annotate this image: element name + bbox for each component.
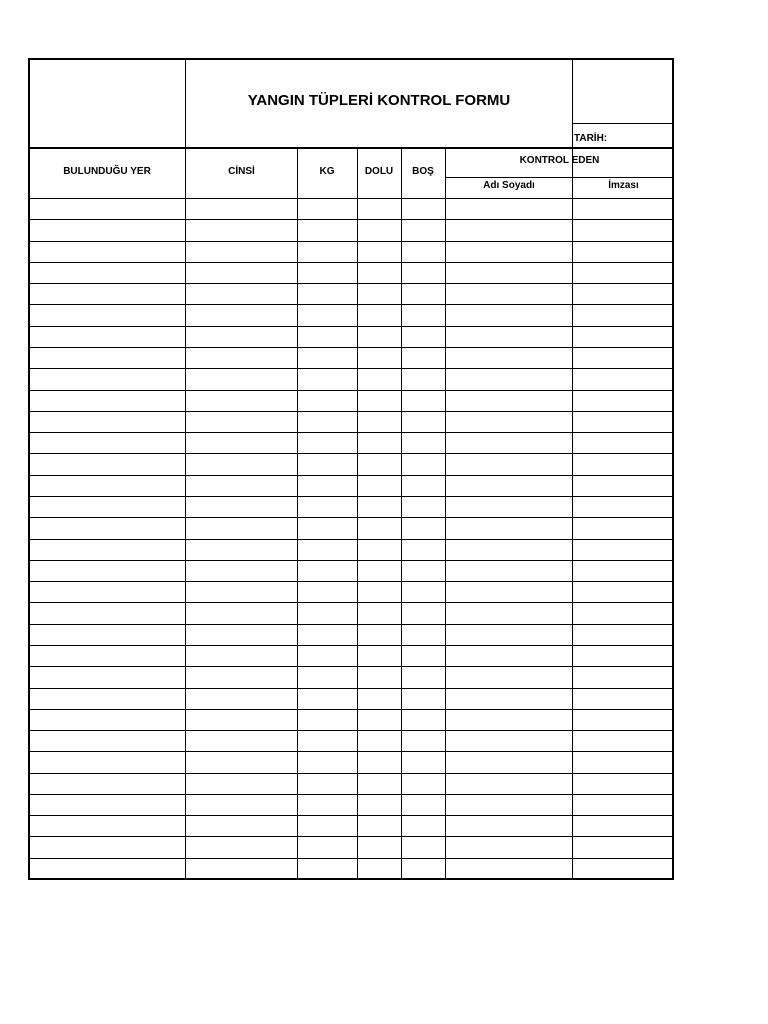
header-divider — [28, 147, 674, 149]
table-row — [28, 560, 674, 561]
table-row — [28, 347, 674, 348]
table-row — [28, 326, 674, 327]
table-row — [28, 517, 674, 518]
table-row — [28, 496, 674, 497]
table-row — [28, 688, 674, 689]
table-row — [28, 773, 674, 774]
table-row — [28, 198, 674, 199]
table-row — [28, 219, 674, 220]
table-row — [28, 390, 674, 391]
column-header-empty: BOŞ — [412, 166, 434, 177]
table-row — [28, 794, 674, 795]
column-header-location: BULUNDUĞU YER — [63, 166, 151, 177]
group-header-divider — [445, 177, 674, 178]
table-row — [28, 581, 674, 582]
column-divider — [572, 148, 573, 880]
date-cell-divider — [573, 123, 674, 124]
form-title: YANGIN TÜPLERİ KONTROL FORMU — [247, 92, 511, 109]
table-row — [28, 645, 674, 646]
table-row — [28, 624, 674, 625]
table-row — [28, 262, 674, 263]
table-row — [28, 858, 674, 859]
column-header-signature: İmzası — [608, 180, 639, 191]
column-header-full: DOLU — [364, 166, 394, 177]
table-row — [28, 283, 674, 284]
column-header-type: CİNSİ — [228, 166, 255, 177]
table-row — [28, 836, 674, 837]
table-row — [28, 815, 674, 816]
table-row — [28, 730, 674, 731]
table-row — [28, 666, 674, 667]
column-divider — [401, 148, 402, 880]
column-group-inspector: KONTROL EDEN — [519, 155, 600, 166]
table-row — [28, 709, 674, 710]
table-row — [28, 539, 674, 540]
table-row — [28, 241, 674, 242]
table-row — [28, 304, 674, 305]
table-row — [28, 602, 674, 603]
column-divider — [357, 148, 358, 880]
column-divider — [185, 148, 186, 880]
logo-cell — [28, 58, 186, 148]
table-row — [28, 475, 674, 476]
table-row — [28, 368, 674, 369]
column-divider — [445, 148, 446, 880]
table-row — [28, 453, 674, 454]
table-row — [28, 751, 674, 752]
table-row — [28, 432, 674, 433]
column-header-kg: KG — [319, 166, 335, 177]
table-row — [28, 411, 674, 412]
column-header-name: Adı Soyadı — [483, 180, 535, 191]
date-label: TARİH: — [574, 133, 608, 144]
column-divider — [297, 148, 298, 880]
